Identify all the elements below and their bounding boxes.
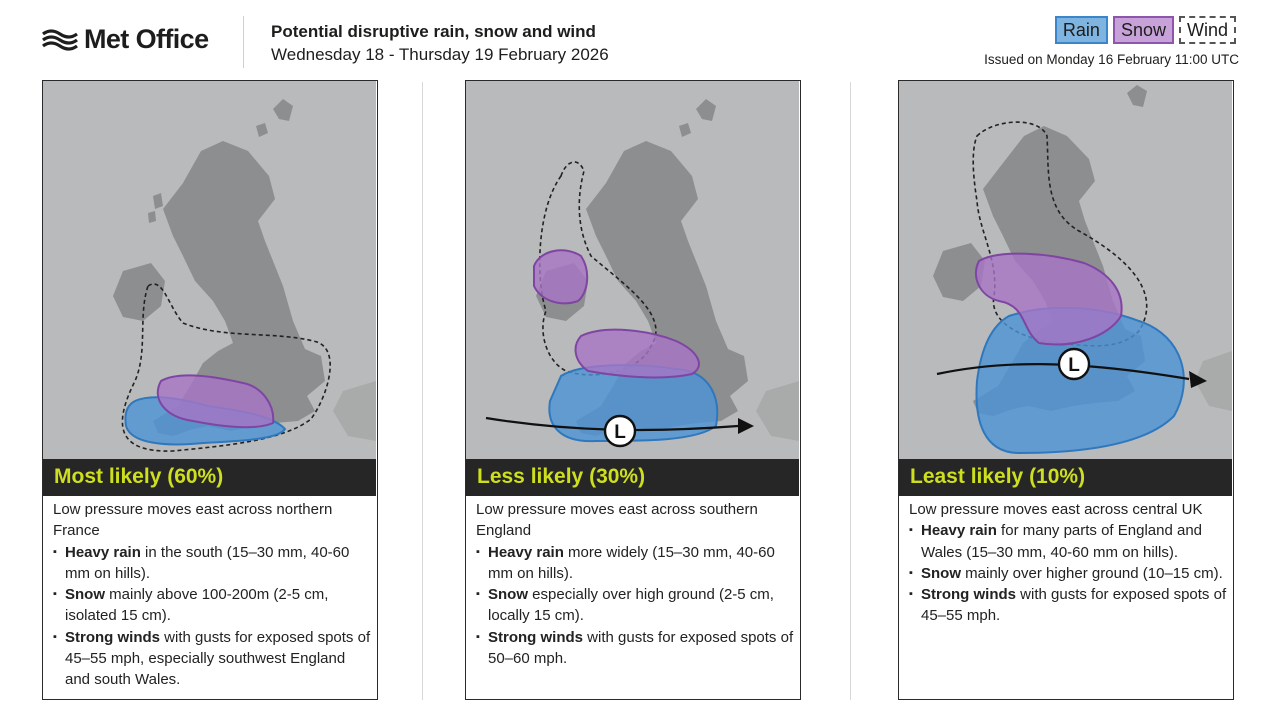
track-arrowhead-icon	[738, 418, 754, 434]
date-range: Wednesday 18 - Thursday 19 February 2026	[271, 45, 609, 64]
legend-wind: Wind	[1179, 16, 1236, 44]
issued-timestamp: Issued on Monday 16 February 11:00 UTC	[984, 52, 1239, 67]
scenario-intro: Low pressure moves east across northern France	[53, 501, 333, 540]
impact-list	[909, 520, 1227, 626]
impact-list	[53, 542, 371, 691]
low-pressure-marker: L	[614, 422, 626, 443]
legend-snow: Snow	[1113, 16, 1174, 44]
brand-name: Met Office	[84, 24, 209, 54]
likelihood-banner	[43, 459, 376, 496]
scenario-description	[53, 499, 371, 691]
scenario-panel-least-likely	[898, 80, 1234, 700]
scenario-panel-most-likely	[42, 80, 378, 700]
impact-item: ▪ Heavy rain in the south (15–30 mm, 40-60 mm on hills).	[53, 542, 371, 585]
impact-list	[476, 542, 794, 670]
likelihood-label: Most likely (60%)	[54, 465, 224, 488]
impact-item: ▪ Heavy rain for many parts of England and Wales (15–30 mm, 40-60 mm on hills).	[909, 520, 1227, 563]
likelihood-label: Less likely (30%)	[477, 465, 646, 488]
likelihood-label: Least likely (10%)	[910, 465, 1086, 488]
impact-item: ▪ Strong winds with gusts for exposed spots of 45–55 mph, especially southwest England and south Wales.	[53, 627, 371, 691]
column-divider	[850, 82, 851, 700]
scenario-map	[43, 81, 376, 459]
snow-area-west	[534, 250, 587, 303]
impact-item: ▪ Strong winds with gusts for exposed spots of 50–60 mph.	[476, 627, 794, 670]
met-office-waves-icon	[42, 28, 78, 52]
impact-item: ▪ Snow especially over high ground (2-5 cm, locally 15 cm).	[476, 584, 794, 627]
column-divider	[422, 82, 423, 700]
legend	[1055, 16, 1236, 44]
impact-item: ▪ Snow mainly over higher ground (10–15 cm).	[909, 563, 1227, 584]
scenario-intro: Low pressure moves east across central UK	[909, 501, 1203, 518]
scenario-description	[909, 499, 1227, 627]
scenario-intro: Low pressure moves east across southern England	[476, 501, 758, 540]
header-divider	[243, 16, 244, 68]
impact-item: ▪ Heavy rain more widely (15–30 mm, 40-60 mm on hills).	[476, 542, 794, 585]
scenario-description	[476, 499, 794, 669]
impact-item: ▪ Snow mainly above 100-200m (2-5 cm, isolated 15 cm).	[53, 584, 371, 627]
likelihood-banner	[466, 459, 799, 496]
page-title: Potential disruptive rain, snow and wind	[271, 22, 596, 41]
scenario-panel-less-likely	[465, 80, 801, 700]
low-pressure-marker: L	[1068, 355, 1080, 376]
impact-item: ▪ Strong winds with gusts for exposed spots of 45–55 mph.	[909, 584, 1227, 627]
likelihood-banner	[899, 459, 1232, 496]
met-office-logo	[42, 24, 209, 55]
scenario-map	[899, 81, 1232, 459]
legend-rain: Rain	[1055, 16, 1108, 44]
scenario-map	[466, 81, 799, 459]
